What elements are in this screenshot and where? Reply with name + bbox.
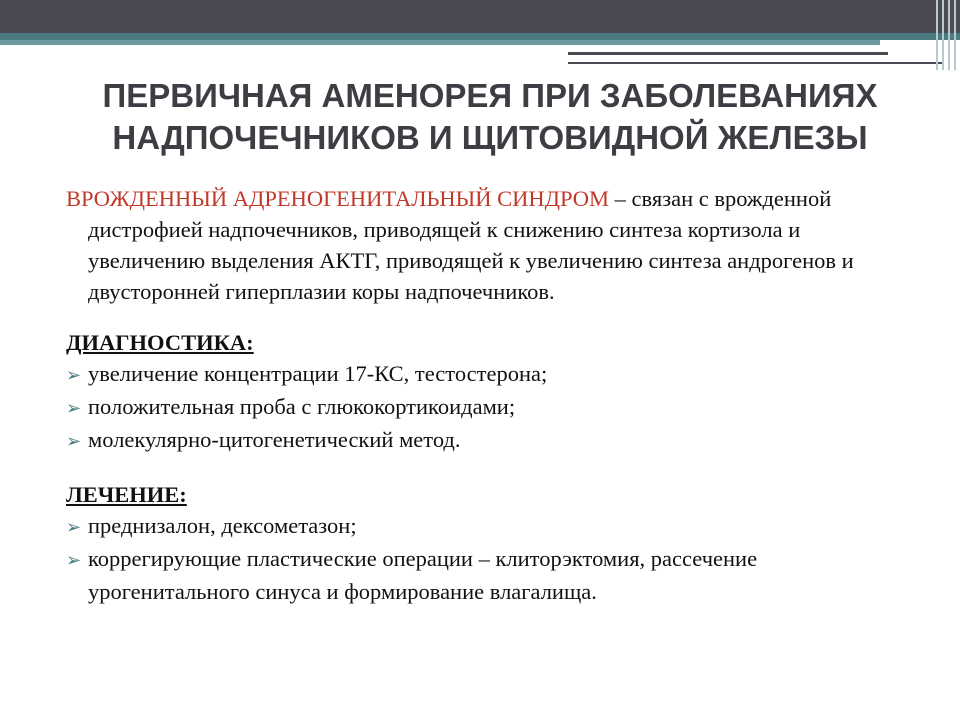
treatment-heading: ЛЕЧЕНИЕ: — [66, 482, 187, 507]
list-item-text: преднизалон, дексометазон; — [88, 513, 357, 538]
slide-title-line-1: ПЕРВИЧНАЯ АМЕНОРЕЯ ПРИ ЗАБОЛЕВАНИЯХ — [102, 77, 878, 114]
intro-highlight: ВРОЖДЕННЫЙ АДРЕНОГЕНИТАЛЬНЫЙ СИНДРОМ — [66, 186, 610, 211]
slide-title — [60, 75, 920, 159]
header-bar-teal-light — [0, 40, 880, 45]
header-accent-line — [568, 52, 888, 55]
header-bar-teal — [0, 33, 960, 40]
list-item-text: положительная проба с глюкокортикоидами; — [88, 394, 516, 419]
list-item-text: коррегирующие пластические операции – клиторэктомия, рассечение урогенитального синуса и формирование влагалища. — [88, 546, 758, 604]
arrow-bullet-icon: ➢ — [66, 517, 82, 537]
list-item — [66, 424, 906, 457]
intro-paragraph — [66, 183, 906, 307]
header-bar-dark — [0, 0, 960, 33]
intro-text: – связан с врожденной дистрофией надпочечников, приводящей к снижению синтеза кортизола и увеличению выделения АКТГ, приводящей к увеличению синтеза андрогенов и двусторонней гиперплазии коры надпочечников. — [88, 186, 854, 304]
list-item-text: увеличение концентрации 17-КС, тестостерона; — [88, 361, 548, 386]
slide-title-line-2: НАДПОЧЕЧНИКОВ И ЩИТОВИДНОЙ ЖЕЛЕЗЫ — [112, 119, 868, 156]
list-item — [66, 510, 906, 543]
arrow-bullet-icon: ➢ — [66, 365, 82, 385]
header-accent-line-2 — [568, 62, 943, 64]
list-item — [66, 391, 906, 424]
list-item-text: молекулярно-цитогенетический метод. — [88, 427, 461, 452]
list-item — [66, 358, 906, 391]
arrow-bullet-icon: ➢ — [66, 431, 82, 451]
arrow-bullet-icon: ➢ — [66, 550, 82, 570]
diagnostics-heading: ДИАГНОСТИКА: — [66, 330, 254, 355]
arrow-bullet-icon: ➢ — [66, 398, 82, 418]
slide-content — [66, 183, 906, 607]
list-item — [66, 543, 906, 607]
edge-stripes — [932, 0, 960, 70]
